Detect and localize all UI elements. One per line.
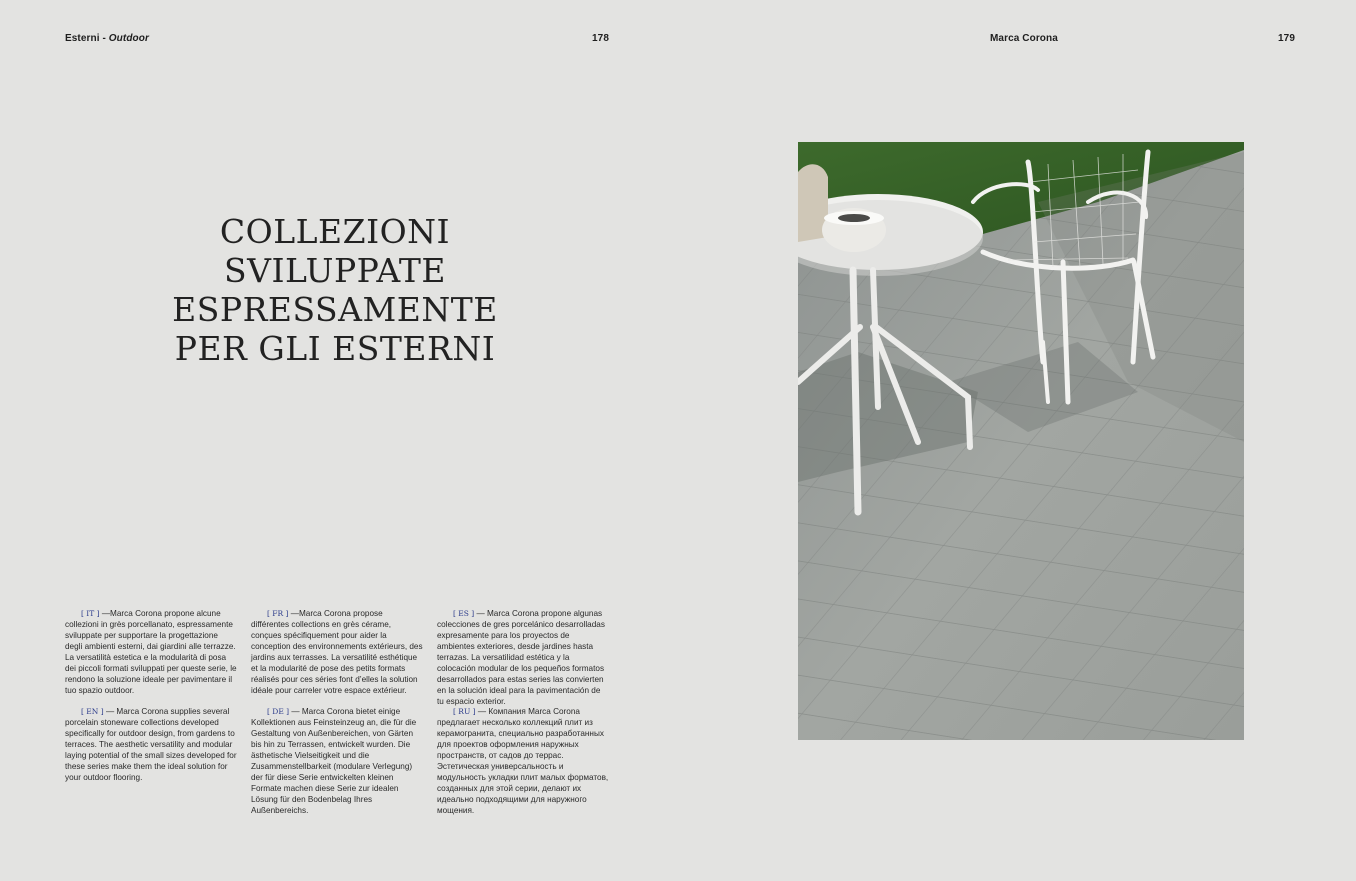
language-tag-es: [ ES ]: [453, 609, 475, 618]
paragraph-fr: [251, 608, 423, 696]
paragraph-it: [65, 608, 237, 696]
page-title: [150, 212, 520, 368]
language-tag-fr: [ FR ]: [267, 609, 289, 618]
language-tag-ru: [ RU ]: [453, 707, 476, 716]
paragraph-text-it: —Marca Corona propone alcune collezioni in grès porcellanato, espressamente sviluppate per supportare la progettazione degli ambienti esterni, dai giardini alle terrazze. La versatilità estetica e la modularità di posa dei piccoli formati sviluppati per queste serie, le rendono la soluzione ideale per pavimentare il tuo spazio outdoor.: [65, 609, 237, 695]
paragraph-de: [251, 706, 423, 816]
title-line: SVILUPPATE: [224, 251, 446, 290]
section-header: [65, 33, 149, 44]
paragraph-en: [65, 706, 237, 783]
page-number-left: 178: [592, 33, 609, 44]
title-line: PER GLI ESTERNI: [174, 329, 496, 368]
page-number-right: 179: [1278, 33, 1295, 44]
paragraph-text-en: — Marca Corona supplies several porcelain stoneware collections developed specifically for outdoor design, from gardens to terraces. The aesthetic versatility and modular laying potential of the small sizes developed for these series make them the ideal solution for your outdoor flooring.: [65, 707, 237, 782]
section-name: Esterni -: [65, 33, 109, 44]
paragraph-text-fr: —Marca Corona propose différentes collections en grès cérame, conçues spécifiquement pour aider la conception des environnements extérieurs, des jardins aux terrasses. La versatilité esthétique et la modularité de pose des petits formats réalisés pour ces séries font d’elles la solution idéale pour carreler votre espace extérieur.: [251, 609, 423, 695]
language-tag-de: [ DE ]: [267, 707, 290, 716]
brand-header: Marca Corona: [990, 33, 1058, 44]
paragraph-es: [437, 608, 609, 707]
language-tag-en: [ EN ]: [81, 707, 104, 716]
title-line: COLLEZIONI: [219, 212, 451, 251]
paragraph-ru: [437, 706, 609, 816]
paragraph-text-de: — Marca Corona bietet einige Kollektionen aus Feinsteinzeug an, die für die Gestaltung von Außenbereichen, von Gärten bis hin zu Terrassen, entwickelt wurden. Die ästhetische Vielseitigkeit und die Zusammenstellbarkeit (modulare Verlegung) der für diese Serie entwickelten kleinen Formate machen diese Serie zur idealen Lösung für den Bodenbelag Ihres Außenbereichs.: [251, 707, 417, 815]
outdoor-patio-photo: [798, 142, 1244, 740]
paragraph-text-es: — Marca Corona propone algunas colecciones de gres porcelánico desarrolladas expresamente para los proyectos de ambientes exteriores, desde jardines hasta terrazas. La versatilidad estética y la colocación modular de los pequeños formatos desarrollados para estas series las convierten en la solución ideal para la pavimentación de tu espacio exterior.: [437, 609, 605, 706]
title-line: ESPRESSAMENTE: [172, 290, 498, 329]
language-tag-it: [ IT ]: [81, 609, 100, 618]
paragraph-text-ru: — Компания Marca Corona предлагает несколько коллекций плит из керамогранита, специально разработанных для проектов оформления наружных пространств, от садов до террас. Эстетическая универсальность и модульность укладки плит малых форматов, созданных для этой серии, делают их идеально подходящими для наружного мощения.: [437, 707, 609, 815]
section-name-italic: Outdoor: [108, 33, 149, 44]
